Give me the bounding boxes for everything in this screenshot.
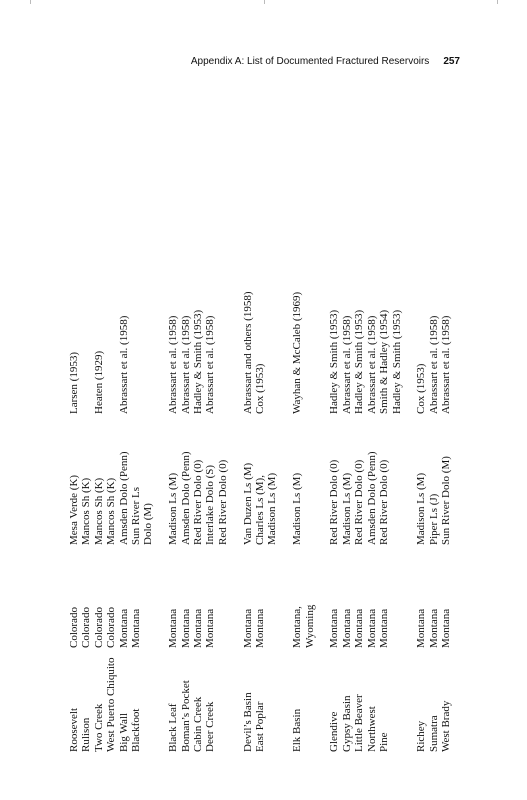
row-spacer (403, 204, 415, 752)
field-name-cell: Rulison (80, 717, 93, 752)
state-cell: Colorado (68, 607, 80, 648)
table-row (242, 204, 254, 752)
reference-cell: Abrassart et al. (1958) (167, 315, 180, 414)
reference-cell: Abrassart et al. (1958) (440, 315, 453, 414)
table-row (304, 204, 316, 752)
state-cell: Montana (328, 608, 341, 648)
field-name-cell: Big Wall (117, 713, 130, 752)
reference-cell: Abrassart et al. (1958) (340, 315, 353, 414)
reference-cell: Abrassart et al. (1958) (117, 315, 130, 414)
table-row (391, 204, 403, 752)
table-row (93, 204, 105, 752)
state-cell: Montana (427, 608, 440, 648)
table-row (353, 204, 365, 752)
field-name-cell: East Poplar (254, 701, 267, 752)
formation-cell: Charles Ls (M), (254, 475, 267, 545)
reference-cell: Hadley & Smith (1953) (328, 309, 341, 414)
reference-cell: Larsen (1953) (68, 351, 80, 414)
table-row (266, 204, 278, 752)
formation-cell: Mancos Sh (K) (92, 477, 105, 545)
formation-cell: Piper Ls (J) (427, 493, 440, 545)
field-name-cell: Richey (415, 720, 428, 752)
reference-cell (80, 204, 92, 414)
reference-cell (142, 204, 154, 414)
reference-cell: Abrassart et al. (1958) (179, 315, 192, 414)
row-spacer (155, 204, 167, 752)
field-name-cell: Gypsy Basin (340, 695, 353, 752)
state-cell: Montana (415, 608, 428, 648)
table-row (440, 204, 452, 752)
field-name-cell: Blackfoot (130, 708, 143, 752)
reference-cell (304, 204, 316, 414)
formation-cell: Dolo (M) (142, 503, 155, 545)
reference-cell: Heaten (1929) (92, 350, 105, 414)
row-spacer (229, 204, 241, 752)
state-cell: Montana (167, 608, 180, 648)
field-name-cell (142, 648, 154, 752)
formation-cell: Madison Ls (M) (340, 472, 353, 545)
field-name-cell: Sumatra (427, 715, 440, 752)
field-name-cell: Devil’s Basin (241, 692, 254, 752)
row-spacer (316, 204, 328, 752)
formation-cell: Amsden Dolo (Penn) (117, 451, 130, 545)
field-name-cell: Northwest (365, 706, 378, 752)
field-name-cell (304, 648, 316, 752)
formation-cell: Amsden Dolo (Penn) (365, 451, 378, 545)
formation-cell: Red River Dolo (0) (192, 459, 205, 545)
table-row (105, 204, 117, 752)
state-cell: Montana (254, 608, 267, 648)
reference-cell: Cox (1953) (254, 363, 267, 414)
formation-cell: Madison Ls (M) (167, 472, 180, 545)
formation-cell: Mancos Sh (K) (105, 477, 118, 545)
running-header (150, 56, 460, 67)
table-row (68, 204, 80, 752)
formation-cell (391, 414, 403, 545)
formation-cell: Red River Dolo (0) (216, 459, 229, 545)
reference-cell: Abrassart et al. (1958) (427, 315, 440, 414)
table-row (217, 204, 229, 752)
field-name-cell: West Brady (440, 700, 453, 752)
table-row (254, 204, 266, 752)
field-name-cell: Black Leaf (167, 703, 180, 752)
formation-cell (304, 414, 316, 545)
state-cell: Montana (353, 608, 366, 648)
table-body (68, 204, 453, 752)
field-name-cell: Glendive (328, 711, 341, 752)
field-name-cell: Elk Basin (291, 708, 304, 752)
state-cell: Montana, (291, 606, 304, 648)
reference-cell (105, 204, 117, 414)
field-name-cell: Two Creek (92, 703, 105, 752)
table-row (366, 204, 378, 752)
table-row (142, 204, 154, 752)
table-row (428, 204, 440, 752)
state-cell: Montana (204, 608, 217, 648)
field-name-cell: Deer Creek (204, 701, 217, 752)
formation-cell: Amsden Dolo (Penn) (179, 451, 192, 545)
formation-cell: Red River Dolo (0) (353, 459, 366, 545)
state-cell: Montana (365, 608, 378, 648)
state-cell: Montana (117, 608, 130, 648)
state-cell (266, 545, 278, 648)
state-cell: Montana (340, 608, 353, 648)
formation-cell: Mesa Verde (K) (68, 474, 80, 545)
state-cell: Montana (440, 608, 453, 648)
reference-cell: Cox (1953) (415, 363, 428, 414)
state-cell (217, 545, 229, 648)
field-name-cell: Little Beaver (353, 694, 366, 752)
reference-cell (217, 204, 229, 414)
table-row (118, 204, 130, 752)
formation-cell: Madison Ls (M) (266, 472, 279, 545)
row-spacer (279, 204, 291, 752)
table-row (341, 204, 353, 752)
reference-cell: Abrassart et al. (1958) (365, 315, 378, 414)
table-row (415, 204, 427, 752)
reference-cell: Hadley & Smith (1953) (390, 309, 403, 414)
field-name-cell: Boman’s Pocket (179, 680, 192, 752)
formation-cell: Interlake Dolo (S) (204, 464, 217, 545)
state-cell: Montana (192, 608, 205, 648)
field-name-cell: Pine (378, 732, 391, 752)
table-row (167, 204, 179, 752)
reference-cell: Abrassart et al. (1958) (204, 315, 217, 414)
formation-cell: Red River Dolo (0) (328, 459, 341, 545)
table-row (180, 204, 192, 752)
running-header-title: Appendix A: List of Documented Fractured Reservoirs (190, 56, 430, 67)
field-name-cell (391, 648, 403, 752)
reference-cell: Hadley & Smith (1953) (353, 309, 366, 414)
table-row (130, 204, 142, 752)
table-row (204, 204, 216, 752)
table-row (328, 204, 340, 752)
reference-cell (266, 204, 278, 414)
table-row (291, 204, 303, 752)
page-number: 257 (443, 56, 460, 67)
field-name-cell: West Puerto Chiquito (105, 657, 118, 752)
crop-mark (497, 0, 498, 4)
state-cell: Montana (241, 608, 254, 648)
formation-cell: Red River Dolo (0) (378, 459, 391, 545)
reference-cell: Wayhan & McCaleb (1969) (291, 291, 304, 414)
state-cell: Montana (130, 608, 143, 648)
table-row (192, 204, 204, 752)
formation-cell: Madison Ls (M) (291, 472, 304, 545)
formation-cell: Madison Ls (M) (415, 472, 428, 545)
field-name-cell (266, 648, 278, 752)
state-cell (391, 545, 403, 648)
field-name-cell (217, 648, 229, 752)
state-cell: Montana (179, 608, 192, 648)
state-cell: Montana (378, 608, 391, 648)
state-cell: Colorado (92, 607, 105, 648)
table-row (378, 204, 390, 752)
fractured-reservoirs-table (68, 204, 453, 752)
formation-cell: Sun River Dolo (M) (440, 456, 453, 545)
state-cell (142, 545, 154, 648)
reference-cell (130, 204, 142, 414)
table-row (80, 204, 92, 752)
state-cell: Wyoming (303, 604, 316, 648)
formation-cell: Van Duzen Ls (M) (241, 462, 254, 545)
reference-cell: Smith & Hadley (1954) (378, 309, 391, 414)
field-name-cell: Cabin Creek (192, 696, 205, 752)
reference-cell: Hadley & Smith (1953) (192, 309, 205, 414)
formation-cell: Sun River Ls (130, 486, 143, 545)
crop-mark (264, 0, 265, 4)
state-cell: Colorado (80, 607, 93, 648)
crop-mark (30, 0, 31, 4)
formation-cell: Mancos Sh (K) (80, 477, 93, 545)
field-name-cell: Roosevelt (68, 708, 80, 752)
state-cell: Colorado (105, 607, 118, 648)
reference-cell: Abrassart and others (1958) (241, 291, 254, 414)
